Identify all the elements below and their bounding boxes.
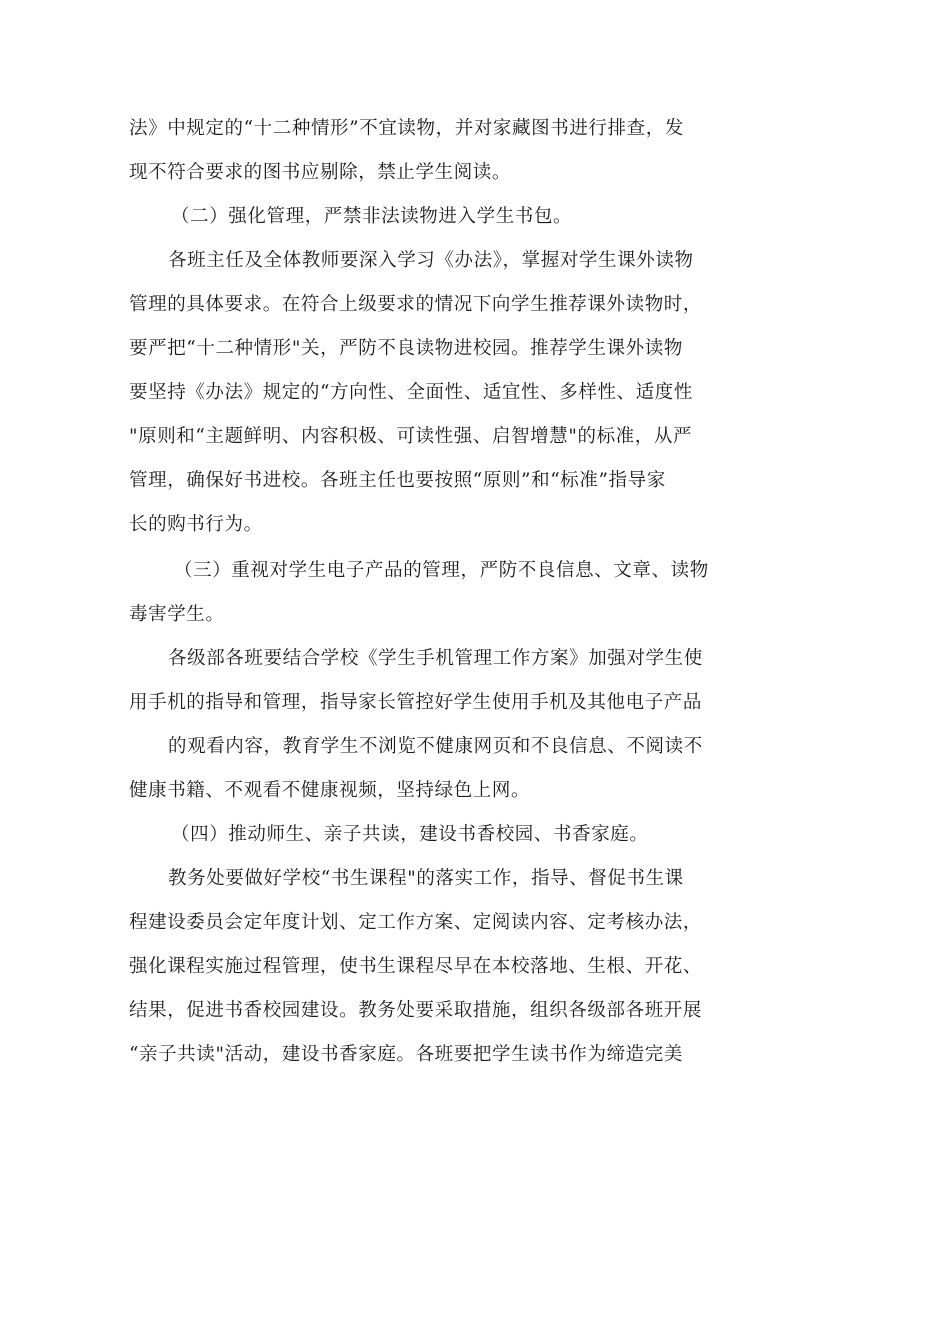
text-line: 健康书籍、不观看不健康视频，坚持绿色上网。 [129,780,531,801]
text-line: 教务处要做好学校“书生课程"的落实工作，指导、督促书生课 [168,868,684,889]
text-line: 管理，确保好书进校。各班主任也要按照“原则”和“标准”指导家 [129,470,666,491]
text-line: 强化课程实施过程管理，使书生课程尽早在本校落地、生根、开花、 [129,956,703,977]
text-line: 现不符合要求的图书应剔除，禁止学生阅读。 [129,162,512,183]
text-line: 结果，促进书香校园建设。教务处要采取措施，组织各级部各班开展 [129,1000,703,1021]
section-heading-3: （三）重视对学生电子产品的管理，严防不良信息、文章、读物 [174,560,709,581]
text-line: 用手机的指导和管理，指导家长管控好学生使用手机及其他电子产品 [129,692,703,713]
text-line: 的观看内容，教育学生不浏览不健康网页和不良信息、不阅读不 [168,736,703,757]
section-heading-4: （四）推动师生、亲子共读，建设书香校园、书香家庭。 [171,824,649,845]
text-line: "原则和“主题鲜明、内容积极、可读性强、启智增慧"的标准，从严 [129,426,693,447]
text-line: 要坚持《办法》规定的“方向性、全面性、适宜性、多样性、适度性 [129,382,693,403]
text-line: 要严把“十二种情形"关，严防不良读物进校园。推荐学生课外读物 [129,338,683,359]
text-line: 毒害学生。 [129,604,225,625]
text-line: 各班主任及全体教师要深入学习《办法》，掌握对学生课外读物 [168,250,694,271]
text-line: 长的购书行为。 [129,514,263,535]
text-line: 管理的具体要求。在符合上级要求的情况下向学生推荐课外读物时， [129,294,703,315]
section-heading-2: （二）强化管理，严禁非法读物进入学生书包。 [171,206,573,227]
text-line: 各级部各班要结合学校《学生手机管理工作方案》加强对学生使 [168,648,703,669]
text-line: 法》中规定的“十二种情形”不宜读物，并对家藏图书进行排查，发 [129,118,684,139]
text-line: 程建设委员会定年度计划、定工作方案、定阅读内容、定考核办法， [129,912,703,933]
text-line: “亲子共读"活动，建设书香家庭。各班要把学生读书作为缔造完美 [129,1044,683,1065]
